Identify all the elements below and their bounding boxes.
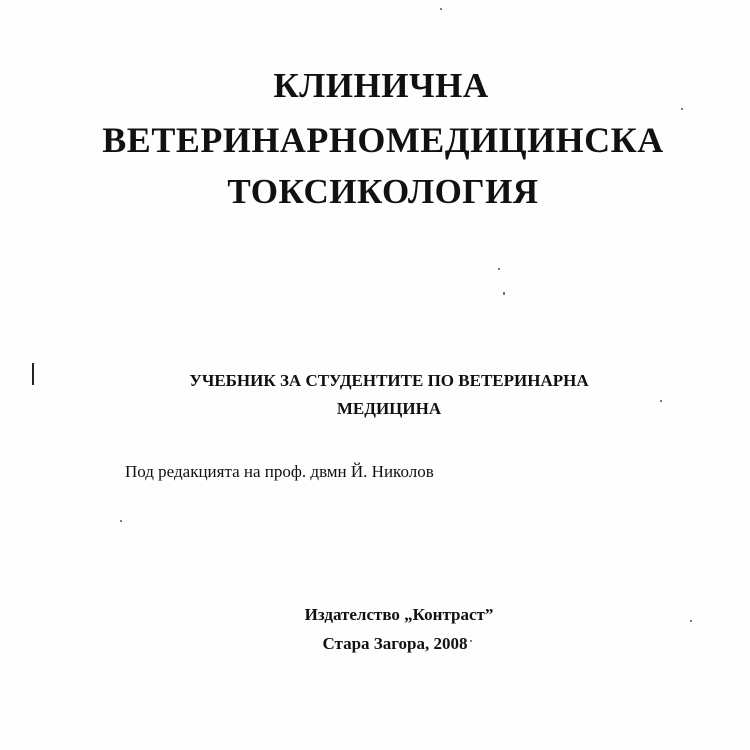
- editor-credit: Под редакцията на проф. двмн Й. Николов: [125, 462, 434, 481]
- scan-speck: [690, 620, 692, 622]
- scan-speck: [440, 8, 442, 10]
- subtitle-line-1: УЧЕБНИК ЗА СТУДЕНТИТЕ ПО ВЕТЕРИНАРНА: [189, 371, 589, 390]
- scan-speck: [660, 400, 662, 402]
- subtitle-line-2: МЕДИЦИНА: [336, 399, 442, 418]
- scan-speck: [470, 640, 472, 642]
- book-title-line-3: ТОКСИКОЛОГИЯ: [227, 172, 539, 211]
- publisher-name: Издателство „Контраст”: [304, 605, 494, 624]
- scan-speck: [120, 520, 122, 522]
- book-title-line-1: КЛИНИЧНА: [273, 66, 489, 105]
- scan-speck: [503, 292, 505, 295]
- publisher-place-year: Стара Загора, 2008: [322, 634, 468, 653]
- book-title-line-2: ВЕТЕРИНАРНОМЕДИЦИНСКА: [102, 120, 664, 160]
- scan-speck: [681, 108, 683, 110]
- scan-speck: [498, 268, 500, 270]
